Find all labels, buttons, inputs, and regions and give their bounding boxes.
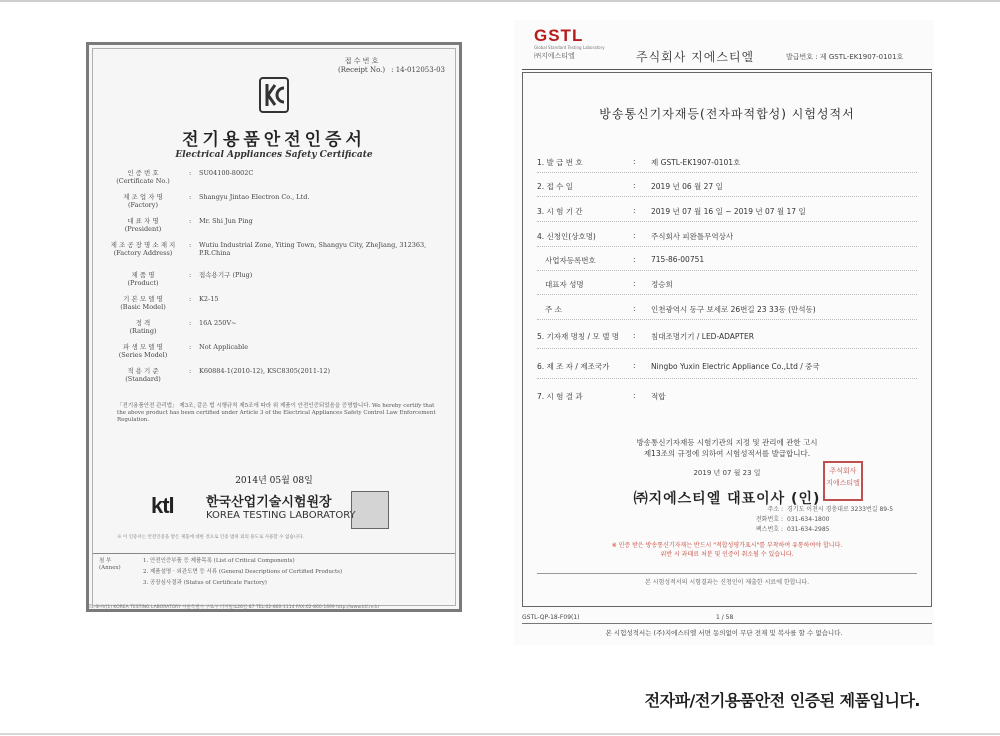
field-value: Shangyu Jintao Electron Co., Ltd. <box>199 193 310 201</box>
copyright-note: 본 시험성적서는 (주)지에스티엘 서면 동의없이 무단 전재 및 복사를 할 수 없습니다. <box>605 629 843 637</box>
item-label: 3. 시 험 기 간 <box>537 207 583 216</box>
conformity-warning <box>523 541 931 559</box>
phone-value: 031-634-1800 <box>787 516 830 523</box>
field-label-ko: 기 본 모 델 명 <box>123 295 163 303</box>
electrical-safety-certificate: 접 수 번 호 (Receipt No.) : 14-012053-03 전기용품안전인증서 Electrical Appliances Safety Certificate 인 증 번 호 (Certificate No.) : SU04100-8002C 제 조 업 자 명 (Factory) : Shangyu Jintao Electron Co., Ltd. 대 표 자 명 (President) : Mr. Shi Jun Ping 제 조 공 장 명 소 재 지 (Factory Address) : Wutiu Industrial Zone, Yiting Town, Shangyu City, ZheJiang, 312363, P.R.China 제 품 명 (Product) : 접속용기구 (Plug) 기 본 모 델 명 (Basic Model) : K2-15 정 격 (Rating) : 16A 250V~ 파 생 모 델 명 (Series Model) : Not Applicable 적 용 기 준 (Standard) : K60884-1(2010-12), KSC8305(2011-12) 「전기용품안전 관리법」 제3조, 같은 법 시행규칙 제5조에 따라 위 제품이 안전인증되었음을 증명합니다. We hereby certify that the above product has been certified under Article 3 of the Electrical Appliances Safety Control Law Enforcement Regulation. 2014년 05월 08일 ktl 한국산업기술시험원장 KOREA TESTING LABORATORY ※ 이 인증서는 안전인증을 받은 제품에 대한 것으로 인증 범위 외의 용도로 사용할 수 없습니다. 첨 부 (Annex) 1. 안전인증부품 등 제품목록 (List of Critical Components) 2. 제품설명 · 외관도면 등 서류 (General Descriptions of Certified Products) 3. 공장심사결과 (Status of Certificate Factory) <box>86 42 462 612</box>
item-value: 제 GSTL-EK1907-0101호 <box>651 158 741 167</box>
item-label: 6. 제 조 자 / 제조국가 <box>537 362 610 371</box>
fax-value: 031-634-2985 <box>787 526 830 533</box>
field-value: SU04100-8002C <box>199 169 254 177</box>
annex-item: 1. 안전인증부품 등 제품목록 (List of Critical Components) <box>143 558 295 564</box>
receipt-value: : 14-012053-03 <box>391 66 445 74</box>
item-label: 7. 시 험 결 과 <box>537 392 583 401</box>
ktl-logo: ktl <box>151 493 174 518</box>
field-label-en: (Rating) <box>129 327 157 335</box>
field-label-en: (Standard) <box>125 375 161 383</box>
certificate-title-ko: 전기용품안전인증서 <box>182 130 366 150</box>
address-label: 주소 : <box>767 506 783 513</box>
item-label: 2. 접 수 일 <box>537 182 574 191</box>
field-value: Not Applicable <box>199 343 249 351</box>
item-value: Ningbo Yuxin Electric Appliance Co.,Ltd / 중국 <box>651 362 820 371</box>
gstl-tagline: Global Standard Testing Laboratory <box>534 45 605 50</box>
annex-label-en: (Annex) <box>99 565 121 571</box>
field-value: 16A 250V~ <box>199 319 237 327</box>
fine-print: ※ 이 인증서는 안전인증을 받은 제품에 대한 것으로 인증 범위 외의 용도로 사용할 수 없습니다. <box>117 535 304 540</box>
item-value: 인천광역시 동구 보세로 26번길 23 33동 (만석동) <box>651 305 816 314</box>
gstl-logo: GSTL <box>534 26 584 45</box>
receipt-number <box>338 57 445 75</box>
item-value: 2019 년 06 월 27 일 <box>651 182 723 191</box>
phone-line <box>753 515 830 524</box>
bottom-divider <box>0 733 1000 735</box>
legal-basis-line: 방송통신기자재등 시험기관의 지정 및 관리에 관한 고시 <box>636 438 818 447</box>
warning-line: ※ 인증 받은 방송통신기자재는 반드시 "적합성평가표시"를 부착하여 유통하여야 합니다. <box>611 542 843 549</box>
field-label-ko: 대 표 자 명 <box>127 217 159 225</box>
field-label-ko: 제 조 공 장 명 소 재 지 <box>110 241 176 249</box>
field-label-ko: 제 품 명 <box>131 271 155 279</box>
item-label: 5. 기자재 명칭 / 모 델 명 <box>537 332 619 341</box>
field-label-ko: 인 증 번 호 <box>127 169 159 177</box>
field-label-ko: 적 용 기 준 <box>127 367 159 375</box>
field-label-ko: 파 생 모 델 명 <box>123 343 163 351</box>
item-value: 적합 <box>651 392 666 401</box>
item-label: 대표자 성명 <box>545 280 584 289</box>
page-number: 1 / 58 <box>716 614 734 621</box>
report-body: 방송통신기자재등(전자파적합성) 시험성적서 1. 발 급 번 호 : 제 GSTL-EK1907-0101호 2. 접 수 일 : 2019 년 06 월 27 일 3. 시 험 기 간 : 2019 년 07 월 16 일 ~ 2019 년 07 월 17 일 4. 신청인(상호명) : 주식회사 피완틀무역상사 사업자등록번호 : 715-86-00751 대표자 성명 : 정승희 주 소 : 인천광역시 동구 보세로 26번길 23 33동 (만석동) 5. 기자재 명칭 / 모 델 명 : 침대조명기기 / LED-ADAPTER 6. 제 조 자 / 제조국가 : Ningbo Yuxin Electric Appliance Co.,Ltd / 중국 7. 시 험 결 과 : 적합 방송통신기자재등 시험기관의 지정 및 관리에 관한 고시 제13조의 규정에 의하여 시험성적서를 발급합니다. 2019 년 07 월 23 일 ㈜지에스티엘 대표이사 (인) 주식회사 지에스티엘 주소 : 경기도 이천시 경충대로 3233번길 89-5 전화번호 : 031-634-1800 팩스번호 : 031-634-2985 ※ 인증 받은 방송통신기자재는 반드시 "적합성평가표시"를 부착하여 유통하여야 합니다. 위반 시 과태료 처분 및 인증이 취소될 수 있습니다. 본 시험성적서의 시험결과는 신청인이 제출한 시료에 한합니다. <box>522 72 932 607</box>
legal-basis-line: 제13조의 규정에 의하여 시험성적서를 발급합니다. <box>643 449 811 458</box>
footer-divider <box>522 623 932 624</box>
field-label-en: (Factory Address) <box>113 249 173 257</box>
fax-label: 팩스번호 : <box>755 526 783 533</box>
field-label-en: (Factory) <box>128 201 158 209</box>
certificate-title-en: Electrical Appliances Safety Certificate <box>175 150 373 160</box>
field-label-en: (Product) <box>127 279 159 287</box>
field-value: 접속용기구 (Plug) <box>199 271 253 279</box>
issue-date: 2014년 05월 08일 <box>235 476 313 486</box>
receipt-label-en: (Receipt No.) <box>338 66 386 74</box>
legal-basis <box>523 437 931 459</box>
field-label-ko: 제 조 업 자 명 <box>123 193 163 201</box>
emc-test-report <box>514 20 934 645</box>
header-issue-number: 발급번호 : 제 GSTL-EK1907-0101호 <box>786 53 904 61</box>
field-value: Mr. Shi Jun Ping <box>199 217 253 225</box>
field-label-en: (Basic Model) <box>120 303 166 311</box>
annex-item: 3. 공장심사결과 (Status of Certificate Factory) <box>143 580 267 586</box>
fax-line <box>753 525 830 534</box>
field-label-en: (Series Model) <box>118 351 168 359</box>
item-value: 2019 년 07 월 16 일 ~ 2019 년 07 월 17 일 <box>651 207 806 216</box>
report-title: 방송통신기자재등(전자파적합성) 시험성적서 <box>599 107 855 121</box>
field-value: Wutiu Industrial Zone, Yiting Town, Shangyu City, ZheJiang, 312363, P.R.China <box>199 241 427 257</box>
sample-disclaimer: 본 시험성적서의 시험결과는 신청인이 제출한 시료에 한합니다. <box>537 573 917 586</box>
address-line <box>753 505 893 514</box>
item-label: 주 소 <box>545 305 562 314</box>
item-label: 1. 발 급 번 호 <box>537 158 583 167</box>
gstl-company-short: ㈜지에스티엘 <box>534 52 575 60</box>
company-seal-icon: 주식회사 지에스티엘 <box>823 461 863 501</box>
ceo-signature-line: ㈜지에스티엘 대표이사 (인) <box>633 491 821 507</box>
form-code: GSTL-QP-18-F09(1) <box>522 614 580 621</box>
header-company: 주식회사 지에스티엘 <box>636 50 755 64</box>
field-value: K60884-1(2010-12), KSC8305(2011-12) <box>199 367 330 375</box>
warning-line: 위반 시 과태료 처분 및 인증이 취소될 수 있습니다. <box>660 551 794 558</box>
item-value: 침대조명기기 / LED-ADAPTER <box>651 332 754 341</box>
item-value: 주식회사 피완틀무역상사 <box>651 232 734 241</box>
item-value: 715-86-00751 <box>651 255 705 264</box>
report-date: 2019 년 07 월 23 일 <box>693 469 761 477</box>
kc-mark-icon <box>259 77 289 113</box>
annex-item: 2. 제품설명 · 외관도면 등 서류 (General Descriptions of Certified Products) <box>143 569 343 575</box>
item-label: 사업자등록번호 <box>545 256 596 265</box>
header-divider <box>522 69 932 70</box>
receipt-label-ko: 접 수 번 호 <box>344 57 379 65</box>
phone-label: 전화번호 : <box>755 516 783 523</box>
field-value: K2-15 <box>199 295 219 303</box>
org-name-en: KOREA TESTING LABORATORY <box>206 510 356 521</box>
address-value: 경기도 이천시 경충대로 3233번길 89-5 <box>787 506 894 513</box>
annex-label-ko: 첨 부 <box>99 558 112 564</box>
field-label-en: (President) <box>124 225 162 233</box>
item-label: 4. 신청인(상호명) <box>537 232 596 241</box>
field-label-en: (Certificate No.) <box>116 177 170 185</box>
item-value: 정승희 <box>651 280 673 289</box>
field-label-ko: 정 격 <box>135 319 151 327</box>
certification-statement: 「전기용품안전 관리법」 제3조, 같은 법 시행규칙 제5조에 따라 위 제품이 안전인증되었음을 증명합니다. We hereby certify that the above product has been certified under Article 3 of the Electrical Appliances Safety Control Law Enforcement Regulation. <box>117 403 436 423</box>
annex-section <box>93 553 455 586</box>
top-divider <box>0 0 1000 2</box>
certification-caption: 전자파/전기용품안전 인증된 제품입니다. <box>644 691 920 710</box>
official-seal-icon <box>351 491 389 529</box>
org-name-ko: 한국산업기술시험원장 <box>206 495 332 510</box>
certificate-footer: KTL-SI-IV(1) KOREA TESTING LABORATORY 서울특별시 구로구 디지털로26길 87 TEL:02-860-1114 FAX:02-860-1699 http://www.ktl.re.kr <box>86 605 380 610</box>
